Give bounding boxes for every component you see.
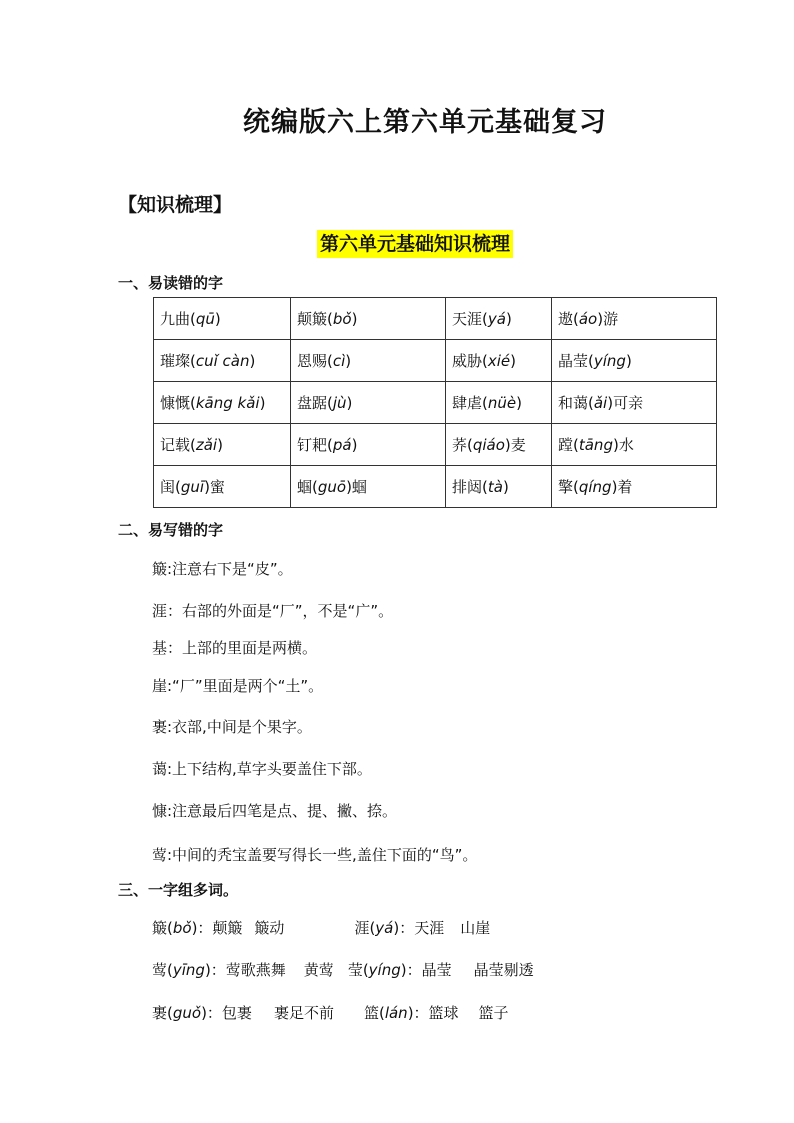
- cell-suffix: )蜜: [204, 478, 225, 496]
- section-heading-word-groups: 三、一字组多词。: [118, 881, 239, 899]
- cell-suffix: )麦: [504, 436, 526, 454]
- word-group-item: 黄莺: [303, 961, 334, 979]
- cell-pinyin: tāng: [578, 436, 613, 454]
- word-group-item: 山崖: [460, 919, 491, 937]
- cell-suffix: ): [510, 352, 516, 370]
- word-group-char: 涯(: [354, 919, 376, 937]
- table-cell: [291, 298, 446, 340]
- cell-pinyin: cì: [332, 352, 346, 370]
- cell-word: 蹚(: [558, 436, 579, 454]
- table-cell: [154, 424, 291, 466]
- word-group-char: 裹(: [152, 1004, 173, 1022]
- cell-pinyin: cuǐ càn: [195, 352, 250, 370]
- cell-suffix: )着: [611, 478, 633, 496]
- misread-chars-table: [153, 297, 717, 508]
- cell-pinyin: nüè: [487, 394, 517, 412]
- word-group-line: [152, 1002, 509, 1023]
- word-group-pinyin: guǒ: [172, 1004, 202, 1022]
- cell-word: 慷慨(: [160, 394, 196, 412]
- cell-suffix: )可亲: [607, 394, 644, 412]
- cell-pinyin: ǎi: [593, 394, 608, 412]
- table-cell: [446, 298, 552, 340]
- word-group-char: 簸(: [152, 919, 173, 937]
- cell-word: 璀璨(: [160, 352, 196, 370]
- knowledge-heading: 【知识梳理】: [118, 194, 233, 216]
- cell-pinyin: yá: [487, 310, 506, 328]
- note-line: 裹:衣部,中间是个果字。: [152, 718, 312, 736]
- word-group-words: )：篮球: [407, 1004, 459, 1022]
- cell-word: 颠簸(: [297, 310, 333, 328]
- note-line: 涯：右部的外面是“厂”，不是“广”。: [152, 602, 394, 620]
- word-group-pinyin: yá: [375, 919, 394, 937]
- cell-word: 擎(: [558, 478, 579, 496]
- word-group-char: 莺(: [152, 961, 173, 979]
- table-cell: [552, 382, 717, 424]
- table-cell: [552, 340, 717, 382]
- note-line: 慷:注意最后四笔是点、提、撇、捺。: [152, 802, 398, 820]
- word-group-words: )：颠簸: [191, 919, 243, 937]
- word-group-item: 裹足不前: [273, 1004, 334, 1022]
- table-cell: [291, 340, 446, 382]
- word-group-line: [152, 959, 534, 980]
- table-row: [154, 424, 717, 466]
- word-group-item: 晶莹剔透: [473, 961, 534, 979]
- cell-word: 九曲(: [160, 310, 196, 328]
- cell-pinyin: guī: [180, 478, 205, 496]
- word-group-char: 莹(: [347, 961, 369, 979]
- cell-pinyin: pá: [332, 436, 352, 454]
- word-group-words: )：天涯: [393, 919, 445, 937]
- cell-word: 遨(: [558, 310, 579, 328]
- cell-pinyin: qū: [195, 310, 215, 328]
- cell-pinyin: jù: [332, 394, 347, 412]
- section-heading-miswrite: 二、易写错的字: [118, 521, 224, 539]
- cell-pinyin: áo: [578, 310, 598, 328]
- cell-suffix: ): [351, 310, 358, 328]
- cell-suffix: ): [214, 310, 221, 328]
- cell-pinyin: qíng: [578, 478, 612, 496]
- cell-pinyin: yíng: [593, 352, 626, 370]
- note-line: 蔼:上下结构,草字头要盖住下部。: [152, 760, 372, 778]
- table-cell: [446, 424, 552, 466]
- table-cell: [446, 466, 552, 508]
- word-group-words: )：包裹: [201, 1004, 252, 1022]
- cell-word: 蝈(: [297, 478, 318, 496]
- cell-suffix: ): [259, 394, 266, 412]
- cell-word: 恩赐(: [297, 352, 333, 370]
- table-cell: [154, 382, 291, 424]
- cell-word: 天涯(: [452, 310, 488, 328]
- cell-word: 排闼(: [452, 478, 488, 496]
- word-group-item: 簸动: [254, 919, 285, 937]
- word-group-words: )：晶莹: [400, 961, 452, 979]
- word-group-pinyin: lán: [384, 1004, 408, 1022]
- word-group-item: [152, 1002, 252, 1023]
- unit-heading-wrap: [0, 230, 794, 258]
- cell-suffix: ): [502, 478, 509, 496]
- cell-word: 威胁(: [452, 352, 488, 370]
- cell-pinyin: xié: [487, 352, 511, 370]
- table-cell: [552, 424, 717, 466]
- note-line: 崖:“厂”里面是两个“土”。: [152, 677, 324, 695]
- section-heading-misread: 一、易读错的字: [118, 274, 224, 292]
- cell-word: 盘踞(: [297, 394, 333, 412]
- cell-suffix: ): [345, 352, 352, 370]
- cell-word: 闺(: [160, 478, 181, 496]
- cell-suffix: ): [249, 352, 256, 370]
- word-group-item: [354, 917, 444, 938]
- table-cell: [154, 466, 291, 508]
- word-group-line: [152, 917, 490, 938]
- table-cell: [552, 466, 717, 508]
- cell-suffix: )蝈: [346, 478, 367, 496]
- word-group-pinyin: bǒ: [172, 919, 192, 937]
- page-title: 统编版六上第六单元基础复习: [243, 107, 607, 138]
- cell-suffix: ): [516, 394, 522, 412]
- cell-word: 记载(: [160, 436, 196, 454]
- cell-pinyin: zǎi: [195, 436, 218, 454]
- word-group-char: 篮(: [363, 1004, 385, 1022]
- word-group-words: )：莺歌燕舞: [204, 961, 286, 979]
- table-cell: [291, 382, 446, 424]
- table-cell: [446, 382, 552, 424]
- table-cell: [154, 298, 291, 340]
- table-cell: [154, 340, 291, 382]
- note-line: 基：上部的里面是两横。: [152, 639, 318, 657]
- word-group-item: [152, 917, 242, 938]
- word-group-item: [152, 959, 286, 980]
- table-row: [154, 466, 717, 508]
- table-row: [154, 382, 717, 424]
- cell-word: 钉耙(: [297, 436, 333, 454]
- cell-pinyin: qiáo: [472, 436, 505, 454]
- word-group-item: [348, 959, 452, 980]
- table-cell: [552, 298, 717, 340]
- cell-suffix: )游: [597, 310, 619, 328]
- note-line: 簸:注意右下是“皮”。: [152, 560, 293, 578]
- cell-suffix: ): [351, 436, 358, 454]
- cell-pinyin: guō: [317, 478, 347, 496]
- cell-suffix: ): [625, 352, 632, 370]
- cell-suffix: ): [217, 436, 223, 454]
- note-line: 莺:中间的秃宝盖要写得长一些,盖住下面的“鸟”。: [152, 846, 478, 864]
- cell-word: 晶莹(: [558, 352, 594, 370]
- table-cell: [446, 340, 552, 382]
- word-group-item: 篮子: [478, 1004, 509, 1022]
- table-cell: [291, 466, 446, 508]
- cell-word: 肆虐(: [452, 394, 488, 412]
- cell-word: 荞(: [452, 436, 473, 454]
- cell-suffix: ): [505, 310, 512, 328]
- unit-heading: 第六单元基础知识梳理: [317, 230, 513, 258]
- cell-pinyin: tà: [487, 478, 503, 496]
- cell-pinyin: kāng kǎi: [195, 394, 260, 412]
- word-group-pinyin: yīng: [172, 961, 205, 979]
- cell-pinyin: bǒ: [332, 310, 352, 328]
- word-group-item: [364, 1002, 459, 1023]
- cell-suffix: ): [346, 394, 353, 412]
- table-row: [154, 298, 717, 340]
- cell-suffix: )水: [612, 436, 634, 454]
- table-row: [154, 340, 717, 382]
- word-group-pinyin: yíng: [368, 961, 401, 979]
- cell-word: 和蔼(: [558, 394, 594, 412]
- table-cell: [291, 424, 446, 466]
